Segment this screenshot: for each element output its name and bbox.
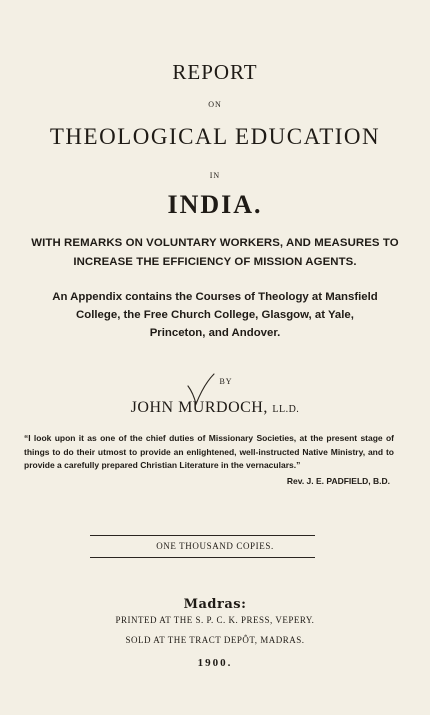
author-name: JOHN MURDOCH,: [130, 399, 268, 416]
printer-line: PRINTED AT THE S. P. C. K. PRESS, VEPERY.: [115, 615, 315, 625]
subtitle-line-1: WITH REMARKS ON VOLUNTARY WORKERS, AND MEASURES TO: [31, 237, 399, 249]
epigraph-quote: “I look upon it as one of the chief duties of Missionary Societies, at the present stage of things to do their utmost to provide an enlightened, well-instructed Native Ministry, and to provide a carefully prepared Christian Literature in the vernaculars.”: [24, 433, 394, 470]
divider-bottom: [90, 557, 315, 558]
seller-line: SOLD AT THE TRACT DEPÔT, MADRAS.: [125, 635, 305, 645]
india-heading: INDIA.: [167, 190, 263, 219]
place-of-publication: Madras:: [183, 597, 247, 612]
publication-year: 1900.: [197, 657, 233, 669]
report-heading: REPORT: [172, 60, 258, 84]
book-title: THEOLOGICAL EDUCATION: [49, 124, 381, 149]
subtitle-line-2: INCREASE THE EFFICIENCY OF MISSION AGENTS.: [73, 256, 357, 268]
epigraph-attribution: Rev. J. E. PADFIELD, B.D.: [286, 476, 390, 486]
edition-copies: ONE THOUSAND COPIES.: [156, 541, 274, 551]
in-word: IN: [209, 171, 221, 180]
appendix-line-3: Princeton, and Andover.: [149, 327, 281, 339]
on-word: ON: [208, 100, 222, 109]
divider-top: [90, 535, 315, 536]
by-word: BY: [219, 377, 233, 386]
author-degree: LL.D.: [272, 404, 300, 415]
author-line: [0, 399, 430, 417]
appendix-line-1: An Appendix contains the Courses of Theology at Mansfield: [52, 291, 378, 303]
appendix-line-2: College, the Free Church College, Glasgow, at Yale,: [76, 309, 354, 321]
